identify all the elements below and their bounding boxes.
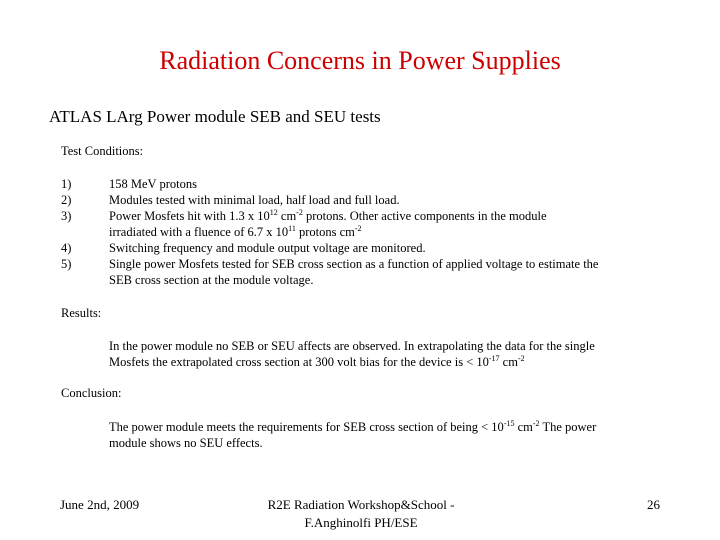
slide-title: Radiation Concerns in Power Supplies [159,46,561,75]
list-text: Switching frequency and module output voltage are monitored. [109,241,426,255]
list-item [61,192,671,208]
list-text: Single power Mosfets tested for SEB cross section as a function of applied voltage to estimate the SEB cross section at the module voltage. [109,257,599,287]
conclusion-label: Conclusion: [61,386,122,400]
conclusion-text: The power module meets the requirements for SEB cross section of being < $10^{-15}$ $cm^{-2}$ The power module shows no SEU effects. [109,419,597,450]
list-number: 1) [61,177,72,191]
list-text: 158 MeV protons [109,177,197,191]
slide-subtitle: ATLAS LArg Power module SEB and SEU tests [49,107,381,126]
page-number: 26 [647,497,660,512]
list-text: Power Mosfets hit with 1.3 x $10^{12}$ $cm^{-2}$ protons. Other active components in the module irradiated with a fluence of 6.7 x $10^{11}$ protons $cm^{-2}$ [109,208,547,239]
list-number: 3) [61,209,72,223]
list-item [61,176,671,192]
list-item [61,208,671,240]
list-number: 2) [61,193,72,207]
results-label: Results: [61,306,102,320]
list-number: 4) [61,241,72,255]
list-item [61,256,671,288]
results-text: In the power module no SEB or SEU affects are observed. In extrapolating the data for the single Mosfets the extrapolated cross section at 300 volt bias for the device is < $10^{-17}$ $cm^{-2}$ [109,339,595,369]
list-text: Modules tested with minimal load, half load and full load. [109,193,400,207]
list-item [61,240,671,256]
test-conditions-label: Test Conditions: [61,144,144,158]
list-number: 5) [61,257,72,271]
footer-date: June 2nd, 2009 [60,497,140,512]
footer-center: R2E Radiation Workshop&School - F.Anghinolfi PH/ESE [267,497,455,530]
test-conditions-list [61,176,671,288]
